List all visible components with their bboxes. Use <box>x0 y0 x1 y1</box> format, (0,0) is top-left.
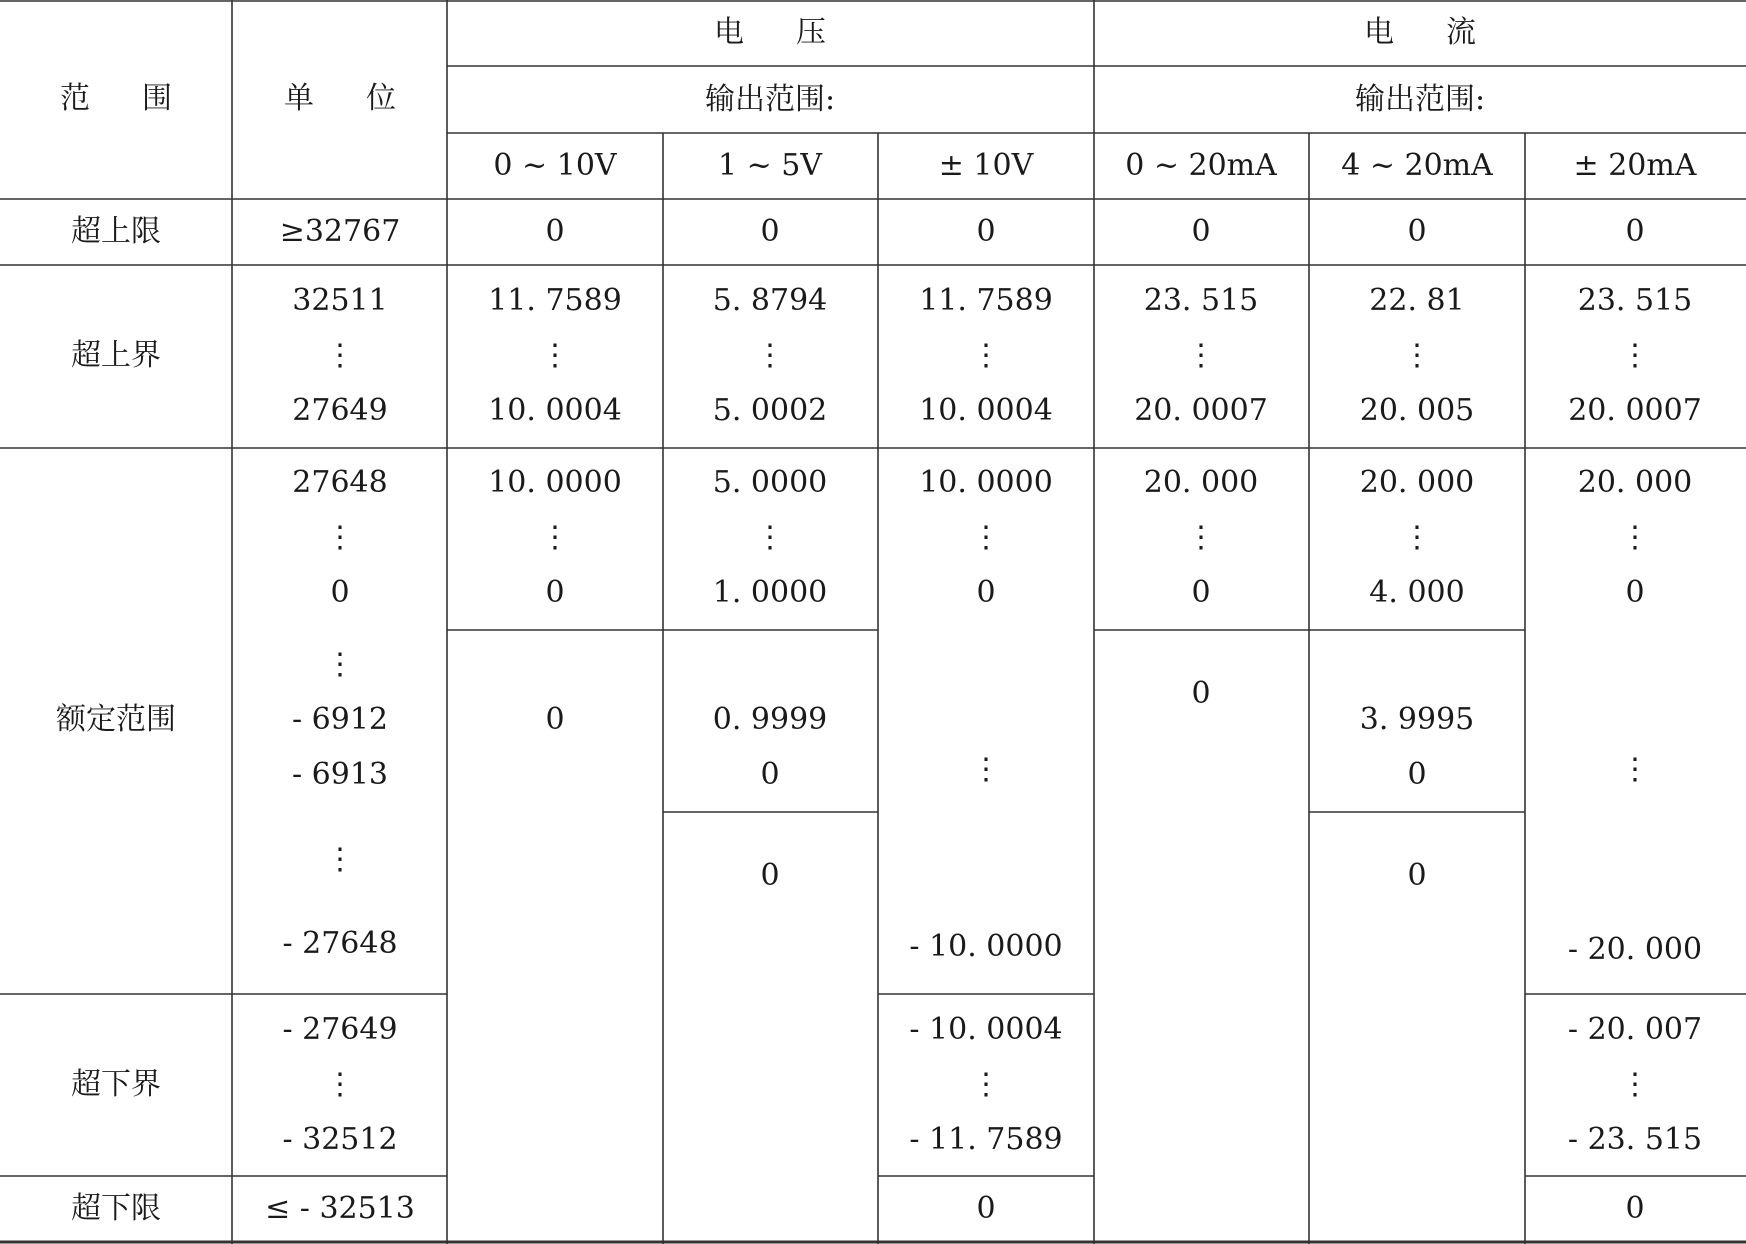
cell-over-range-0-10v-top: 11. 7589 <box>488 283 622 318</box>
cell-over-range-4-20ma-bottom: 20. 005 <box>1359 393 1475 428</box>
cell-rated-1-5v-below: 0 <box>760 858 780 893</box>
cell-over-range-0-20ma-top: 23. 515 <box>1143 283 1259 318</box>
cell-over-range-pm20ma-top: 23. 515 <box>1577 283 1693 318</box>
vdots-icon: ⋮ <box>1186 338 1216 373</box>
cell-over-range-1-5v-bottom: 5. 0002 <box>712 393 828 428</box>
cell-rated-4-20ma-under-2: 0 <box>1407 757 1427 792</box>
cell-rated-1-5v-under-2: 0 <box>760 757 780 792</box>
vdots-icon: ⋮ <box>325 520 355 555</box>
cell-over-range-4-20ma-top: 22. 81 <box>1369 283 1465 318</box>
cell-under-limit-pm20ma: 0 <box>1625 1191 1645 1226</box>
vdots-icon: ⋮ <box>1620 1067 1650 1102</box>
header-current: 电 流 <box>1364 15 1476 50</box>
cell-rated-pm10v-zero: 0 <box>976 575 996 610</box>
cell-under-range-pm20ma-bottom: - 23. 515 <box>1567 1122 1703 1157</box>
cell-rated-4-20ma-top: 20. 000 <box>1359 465 1475 500</box>
header-unit: 单 位 <box>284 81 396 116</box>
cell-rated-1-5v-top: 5. 0000 <box>712 465 828 500</box>
cell-rated-0-10v-bottom: 0 <box>545 575 565 610</box>
cell-over-limit-0-20ma: 0 <box>1191 214 1211 249</box>
cell-rated-pm20ma-bottom: - 20. 000 <box>1567 932 1703 967</box>
cell-under-range-unit-bottom: - 32512 <box>282 1122 398 1157</box>
cell-rated-pm10v-top: 10. 0000 <box>919 465 1053 500</box>
vdots-icon: ⋮ <box>540 338 570 373</box>
header-range: 范 围 <box>60 81 172 116</box>
cell-rated-4-20ma-below: 0 <box>1407 858 1427 893</box>
vdots-icon: ⋮ <box>1186 520 1216 555</box>
cell-over-limit-pm10v: 0 <box>976 214 996 249</box>
cell-over-range-0-20ma-bottom: 20. 0007 <box>1134 393 1268 428</box>
vdots-icon: ⋮ <box>325 1067 355 1102</box>
cell-rated-unit-5: - 27648 <box>282 926 398 961</box>
cell-rated-pm20ma-top: 20. 000 <box>1577 465 1693 500</box>
cell-over-limit-pm20ma: 0 <box>1625 214 1645 249</box>
cell-rated-unit-4: - 6913 <box>291 757 389 792</box>
cell-under-range-unit-top: - 27649 <box>282 1012 398 1047</box>
cell-rated-4-20ma-bottom: 4. 000 <box>1369 575 1465 610</box>
cell-over-range-pm10v-top: 11. 7589 <box>919 283 1053 318</box>
cell-under-range-pm20ma-top: - 20. 007 <box>1567 1012 1703 1047</box>
col-header-pm10v: ± 10V <box>938 148 1034 183</box>
cell-over-limit-0-10v: 0 <box>545 214 565 249</box>
cell-under-limit-unit: ≤ - 32513 <box>265 1191 415 1226</box>
cell-under-limit-pm10v: 0 <box>976 1191 996 1226</box>
col-header-0-20ma: 0 ~ 20mA <box>1125 148 1277 183</box>
cell-over-range-pm10v-bottom: 10. 0004 <box>919 393 1053 428</box>
cell-over-range-0-10v-bottom: 10. 0004 <box>488 393 622 428</box>
cell-over-range-1-5v-top: 5. 8794 <box>712 283 828 318</box>
vdots-icon: ⋮ <box>971 1067 1001 1102</box>
cell-rated-1-5v-bottom: 1. 0000 <box>712 575 828 610</box>
cell-rated-0-10v-below: 0 <box>545 702 565 737</box>
cell-rated-0-10v-top: 10. 0000 <box>488 465 622 500</box>
cell-rated-pm20ma-zero: 0 <box>1625 575 1645 610</box>
vdots-icon: ⋮ <box>325 647 355 682</box>
vdots-icon: ⋮ <box>971 520 1001 555</box>
vdots-icon: ⋮ <box>1620 338 1650 373</box>
cell-rated-unit-1: 27648 <box>292 465 388 500</box>
row-label-under-limit: 超下限 <box>71 1191 161 1226</box>
cell-over-range-pm20ma-bottom: 20. 0007 <box>1568 393 1702 428</box>
vdots-icon: ⋮ <box>1402 520 1432 555</box>
vdots-icon: ⋮ <box>325 842 355 877</box>
cell-rated-pm10v-bottom: - 10. 0000 <box>909 929 1063 964</box>
cell-rated-1-5v-under-1: 0. 9999 <box>712 702 828 737</box>
cell-rated-0-20ma-bottom: 0 <box>1191 575 1211 610</box>
vdots-icon: ⋮ <box>1402 338 1432 373</box>
row-label-rated: 额定范围 <box>56 702 176 737</box>
col-header-4-20ma: 4 ~ 20mA <box>1341 148 1493 183</box>
col-header-1-5v: 1 ~ 5V <box>717 148 823 183</box>
header-voltage: 电 压 <box>714 15 826 50</box>
vdots-icon: ⋮ <box>540 520 570 555</box>
header-current-output-range: 输出范围: <box>1354 82 1486 117</box>
vdots-icon: ⋮ <box>755 520 785 555</box>
cell-over-limit-unit: ≥32767 <box>279 214 401 249</box>
cell-rated-0-20ma-below: 0 <box>1191 676 1211 711</box>
cell-over-range-unit-top: 32511 <box>292 283 388 318</box>
row-label-over-range: 超上界 <box>71 338 161 373</box>
cell-under-range-pm10v-bottom: - 11. 7589 <box>909 1122 1063 1157</box>
cell-rated-4-20ma-under-1: 3. 9995 <box>1359 702 1475 737</box>
vdots-icon: ⋮ <box>971 752 1001 787</box>
cell-over-range-unit-bottom: 27649 <box>292 393 388 428</box>
col-header-0-10v: 0 ~ 10V <box>493 148 617 183</box>
cell-under-range-pm10v-top: - 10. 0004 <box>909 1012 1063 1047</box>
header-voltage-output-range: 输出范围: <box>704 82 836 117</box>
cell-rated-unit-2: 0 <box>330 575 350 610</box>
cell-over-limit-4-20ma: 0 <box>1407 214 1427 249</box>
row-label-under-range: 超下界 <box>71 1067 161 1102</box>
vdots-icon: ⋮ <box>1620 752 1650 787</box>
col-header-pm20ma: ± 20mA <box>1573 148 1697 183</box>
vdots-icon: ⋮ <box>755 338 785 373</box>
vdots-icon: ⋮ <box>971 338 1001 373</box>
row-label-over-limit: 超上限 <box>71 214 161 249</box>
cell-rated-unit-3: - 6912 <box>291 702 389 737</box>
vdots-icon: ⋮ <box>1620 520 1650 555</box>
cell-over-limit-1-5v: 0 <box>760 214 780 249</box>
cell-rated-0-20ma-top: 20. 000 <box>1143 465 1259 500</box>
vdots-icon: ⋮ <box>325 338 355 373</box>
